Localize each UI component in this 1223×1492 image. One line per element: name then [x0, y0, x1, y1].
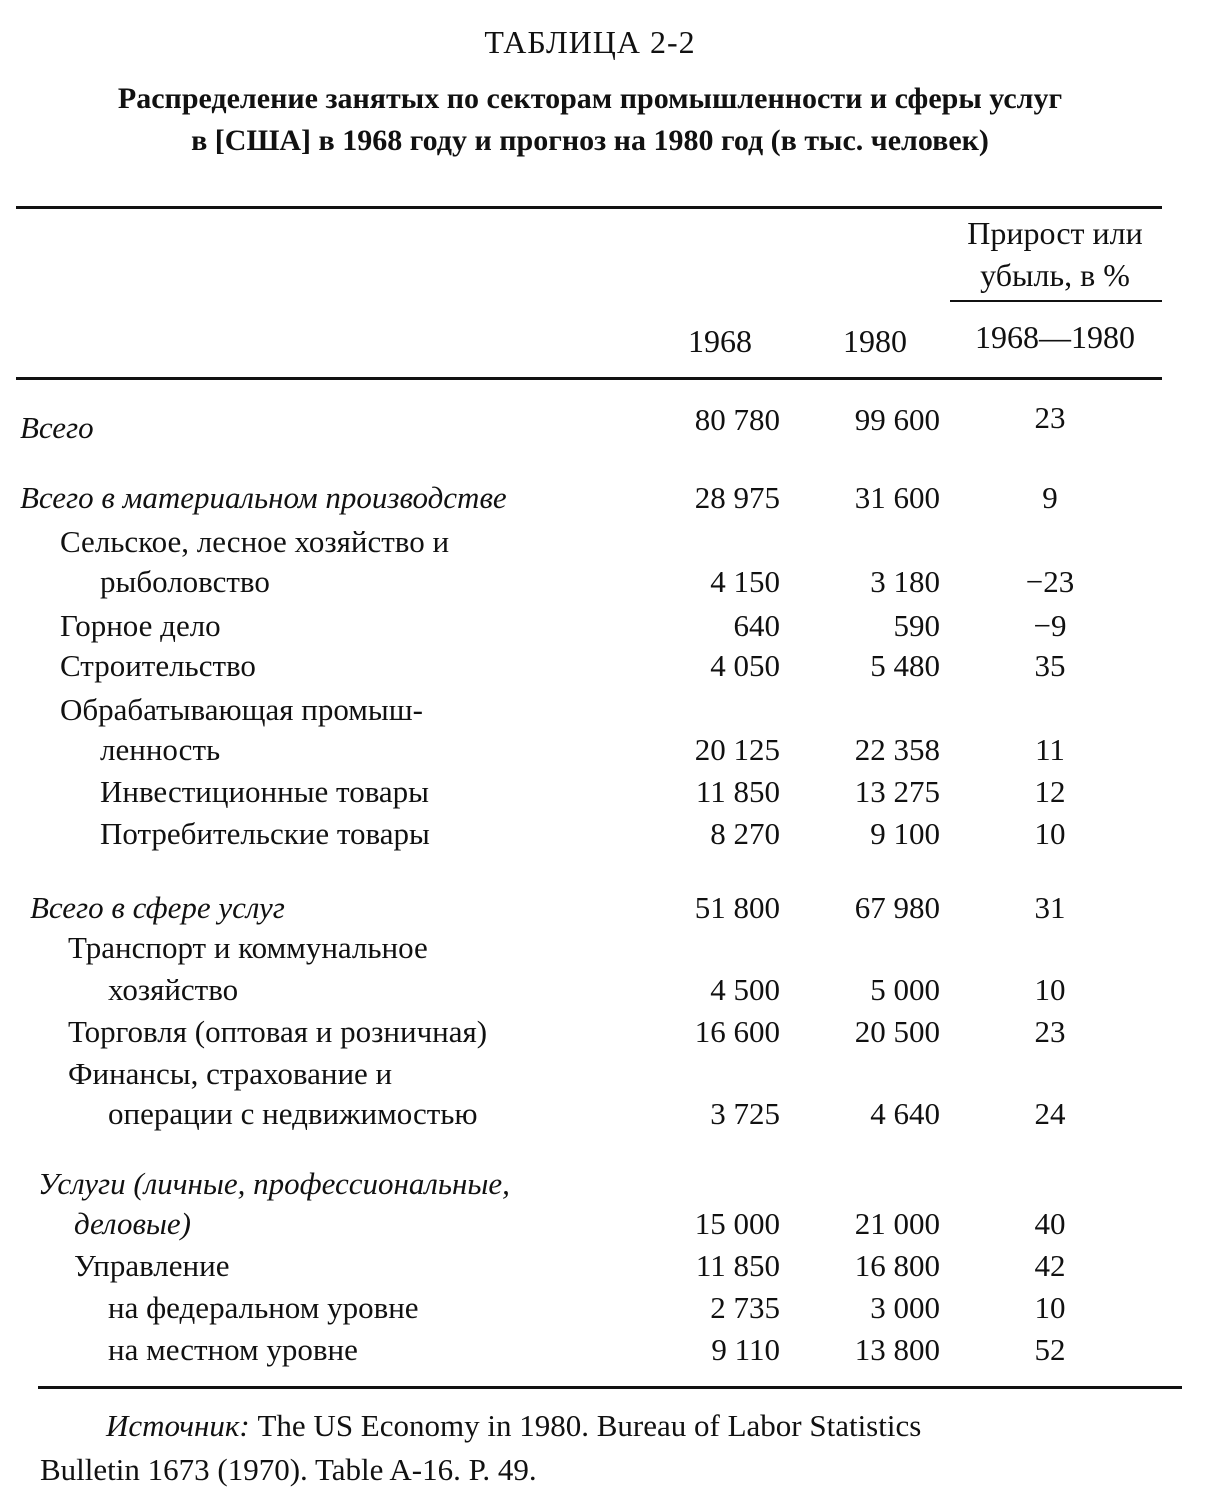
- source-line-2: Bulletin 1673 (1970). Table A-16. P. 49.: [40, 1452, 537, 1487]
- cell-1980: 16 800: [854, 1248, 940, 1283]
- table-row: [0, 1248, 1223, 1290]
- cell-1968: 3 725: [710, 1096, 780, 1131]
- table-row: [0, 564, 1223, 606]
- cell-1980: 31 600: [854, 480, 940, 515]
- source-text-1: The US Economy in 1980. Bureau of Labor Statistics: [249, 1408, 922, 1443]
- header-1968: 1968: [688, 323, 752, 359]
- header-change-line-1: Прирост или: [967, 215, 1143, 251]
- cell-change: 11: [1035, 732, 1065, 767]
- cell-change: 24: [1034, 1096, 1066, 1131]
- row-label: Строительство: [60, 648, 256, 683]
- cell-change: 9: [1042, 480, 1058, 515]
- cell-change: 10: [1034, 816, 1066, 851]
- table-row: [0, 890, 1223, 932]
- cell-1980: 5 000: [870, 972, 940, 1007]
- row-label: Всего в материальном производстве: [20, 480, 507, 515]
- cell-1980: 13 800: [854, 1332, 940, 1367]
- cell-1968: 2 735: [710, 1290, 780, 1325]
- row-label: Транспорт и коммунальное: [68, 930, 428, 965]
- cell-1968: 15 000: [694, 1206, 780, 1241]
- cell-1968: 8 270: [710, 816, 780, 851]
- cell-1968: 80 780: [694, 402, 780, 437]
- header-range: 1968—1980: [975, 319, 1135, 355]
- header-change-line-2: убыль, в %: [980, 257, 1130, 293]
- cell-1968: 4 500: [710, 972, 780, 1007]
- row-label: рыболовство: [100, 564, 270, 599]
- table-row: [0, 774, 1223, 816]
- table-row: [0, 1014, 1223, 1056]
- cell-1968: 11 850: [695, 774, 780, 809]
- cell-1968: 640: [733, 608, 780, 643]
- cell-1968: 4 150: [710, 564, 780, 599]
- cell-1980: 4 640: [870, 1096, 940, 1131]
- cell-change: 10: [1034, 1290, 1066, 1325]
- cell-1980: 9 100: [870, 816, 940, 851]
- row-label: Всего в сфере услуг: [30, 890, 285, 925]
- row-label: Всего: [20, 410, 94, 445]
- table-row: [0, 1096, 1223, 1138]
- cell-change: 10: [1034, 972, 1066, 1007]
- table-row: [0, 524, 1223, 566]
- row-label: операции с недвижимостью: [108, 1096, 478, 1131]
- cell-1968: 16 600: [694, 1014, 780, 1049]
- top-rule: [16, 206, 1162, 209]
- cell-1968: 20 125: [694, 732, 780, 767]
- table-caption: [10, 78, 1170, 162]
- cell-1980: 22 358: [854, 732, 940, 767]
- header-bottom-rule: [16, 377, 1162, 380]
- row-label: Финансы, страхование и: [68, 1056, 393, 1091]
- cell-change: 31: [1034, 890, 1066, 925]
- row-label: Торговля (оптовая и розничная): [68, 1014, 488, 1049]
- row-label: на местном уровне: [108, 1332, 358, 1367]
- table-row: [0, 1206, 1223, 1248]
- cell-1980: 590: [893, 608, 940, 643]
- source-line-1: [40, 1404, 1190, 1448]
- cell-1980: 67 980: [854, 890, 940, 925]
- cell-change: 23: [1034, 1014, 1066, 1049]
- row-label: деловые): [74, 1206, 191, 1241]
- caption-line-1: Распределение занятых по секторам промышленности и сферы услуг: [117, 82, 1063, 115]
- cell-1980: 13 275: [854, 774, 940, 809]
- row-label: Инвестиционные товары: [100, 774, 430, 809]
- header-sub-rule: [950, 300, 1162, 302]
- table-row: [0, 1290, 1223, 1332]
- table-row: [0, 930, 1223, 972]
- cell-change: 23: [1034, 400, 1066, 435]
- cell-change: 42: [1034, 1248, 1066, 1283]
- cell-1968: 9 110: [711, 1332, 780, 1367]
- row-label: Горное дело: [60, 608, 221, 643]
- cell-1980: 3 180: [870, 564, 940, 599]
- cell-1980: 20 500: [854, 1014, 940, 1049]
- table-row: [0, 972, 1223, 1014]
- bottom-rule: [38, 1386, 1182, 1389]
- source-note: [40, 1404, 1190, 1492]
- table-row: [0, 1332, 1223, 1374]
- row-label: ленность: [100, 732, 221, 767]
- cell-1968: 4 050: [710, 648, 780, 683]
- cell-change: 40: [1034, 1206, 1066, 1241]
- table-row: [0, 400, 1223, 452]
- row-label: хозяйство: [108, 972, 239, 1007]
- table-row: [0, 1166, 1223, 1208]
- cell-1980: 3 000: [870, 1290, 940, 1325]
- table-row: [0, 648, 1223, 690]
- table-number: ТАБЛИЦА 2-2: [484, 24, 696, 60]
- table-row: [0, 480, 1223, 522]
- row-label: на федеральном уровне: [108, 1290, 419, 1325]
- cell-change: 52: [1034, 1332, 1066, 1367]
- cell-1980: 21 000: [854, 1206, 940, 1241]
- row-label: Сельское, лесное хозяйство и: [60, 524, 450, 559]
- table-row: [0, 608, 1223, 650]
- row-label: Потребительские товары: [100, 816, 430, 851]
- source-label: Источник:: [106, 1408, 250, 1443]
- header-change-percent: [940, 212, 1170, 296]
- cell-change: −23: [1025, 564, 1075, 599]
- header-1980: 1980: [843, 323, 907, 359]
- cell-1968: 28 975: [694, 480, 780, 515]
- row-label: Услуги (личные, профессиональные,: [38, 1166, 510, 1201]
- table-row: [0, 692, 1223, 734]
- cell-change: 35: [1034, 648, 1066, 683]
- cell-1968: 51 800: [694, 890, 780, 925]
- table-row: [0, 816, 1223, 858]
- cell-1968: 11 850: [695, 1248, 780, 1283]
- cell-1980: 99 600: [854, 402, 940, 437]
- row-label: Обрабатывающая промыш-: [60, 692, 423, 727]
- cell-change: −9: [1033, 608, 1067, 643]
- row-label: Управление: [74, 1248, 230, 1283]
- table-row: [0, 1056, 1223, 1098]
- cell-1980: 5 480: [870, 648, 940, 683]
- cell-change: 12: [1034, 774, 1066, 809]
- caption-line-2: в [США] в 1968 году и прогноз на 1980 год (в тыс. человек): [191, 124, 989, 157]
- table-row: [0, 732, 1223, 774]
